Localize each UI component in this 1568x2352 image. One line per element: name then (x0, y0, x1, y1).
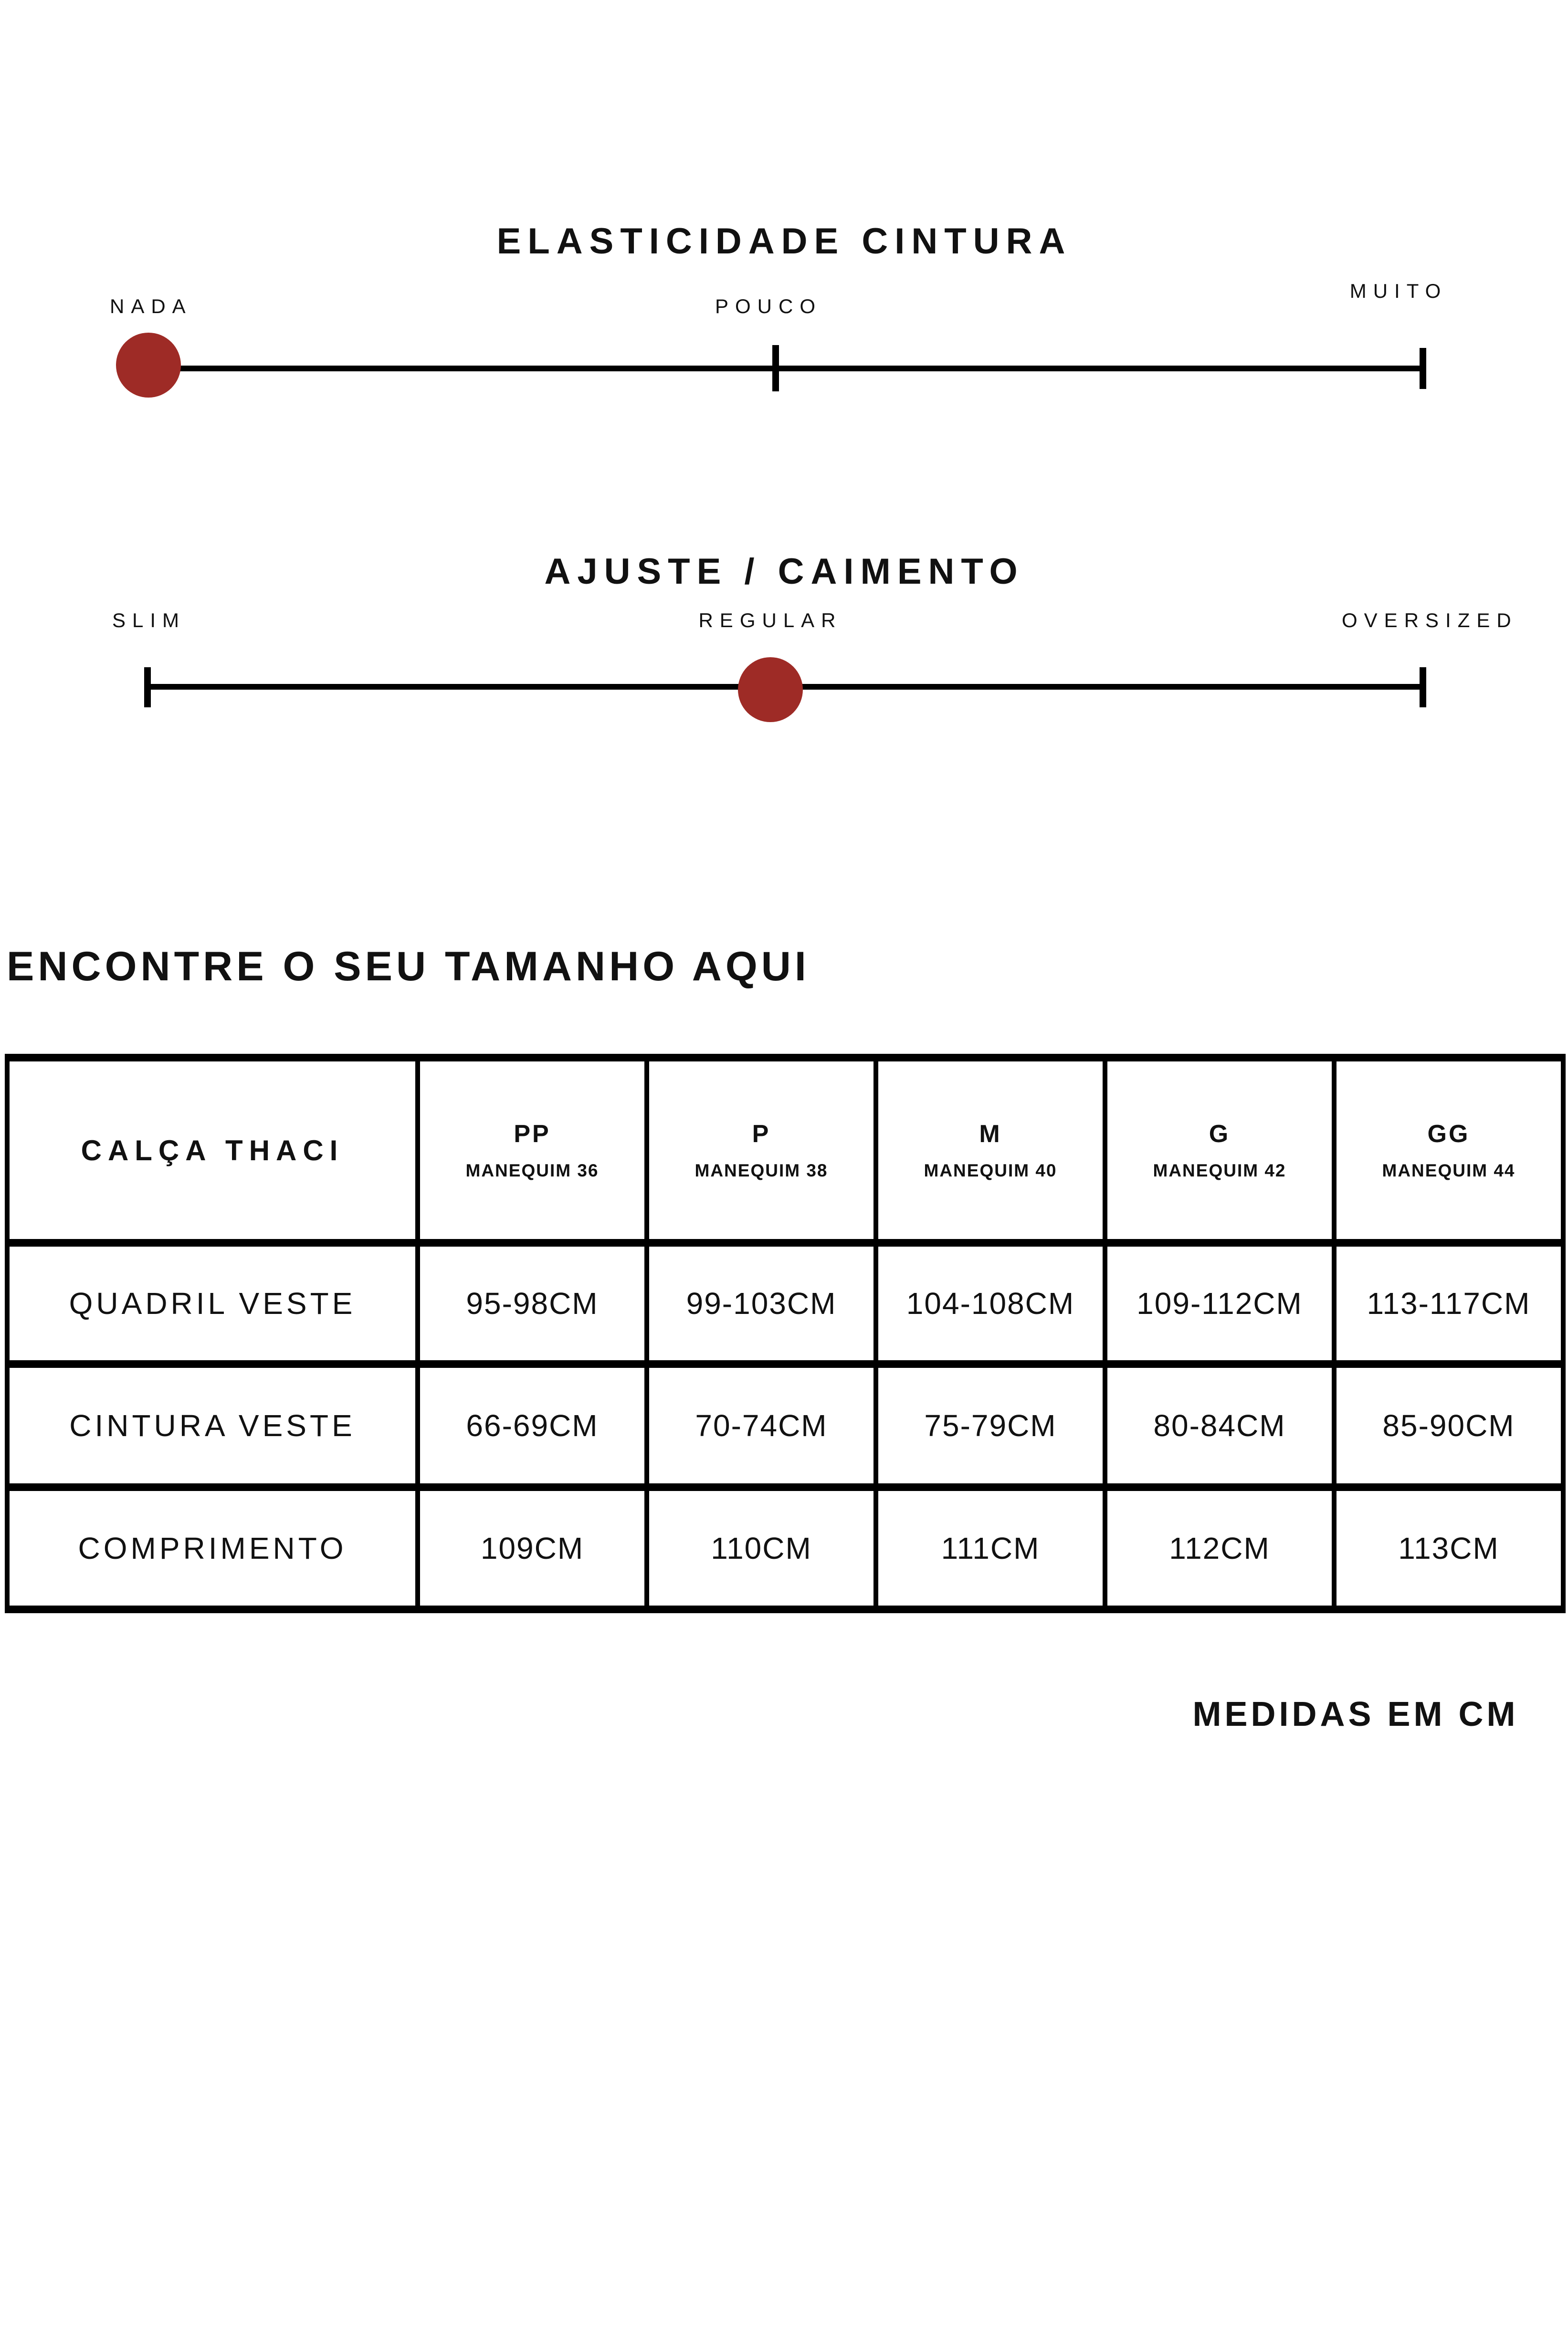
table-cell: 109CM (418, 1487, 647, 1609)
fit-label-oversized: OVERSIZED (1342, 609, 1518, 631)
size-name: GG (1427, 1120, 1470, 1148)
size-name: PP (514, 1120, 551, 1148)
product-label: CALÇA THACI (81, 1134, 344, 1166)
size-name: M (979, 1120, 1002, 1148)
elasticity-slider-end-tick (1420, 348, 1426, 389)
table-cell: 75-79CM (876, 1364, 1105, 1487)
elasticity-slider-middle-tick (772, 345, 779, 391)
table-cell: 104-108CM (876, 1243, 1105, 1364)
fit-slider-end-tick (1420, 667, 1426, 707)
table-cell: 113CM (1334, 1487, 1563, 1609)
elasticity-title: ELASTICIDADE CINTURA (496, 221, 1072, 262)
table-row-cintura (7, 1364, 1563, 1487)
table-product-cell (7, 1058, 418, 1243)
table-cell: 109-112CM (1105, 1243, 1334, 1364)
elasticity-slider-track (143, 366, 1426, 371)
table-row-comprimento (7, 1487, 1563, 1609)
fit-label-slim: SLIM (112, 609, 186, 631)
table-cell: 95-98CM (418, 1243, 647, 1364)
table-cell: 111CM (876, 1487, 1105, 1609)
table-cell: 80-84CM (1105, 1364, 1334, 1487)
elasticity-label-muito: MUITO (1349, 280, 1448, 302)
fit-slider-start-tick (144, 667, 151, 707)
size-manequim: MANEQUIM 40 (924, 1161, 1057, 1180)
table-col-m (876, 1058, 1105, 1243)
size-name: P (752, 1120, 771, 1148)
row-label-cell: QUADRIL VESTE (7, 1243, 418, 1364)
fit-label-regular: REGULAR (698, 609, 842, 631)
table-col-p (647, 1058, 876, 1243)
size-finder-heading: ENCONTRE O SEU TAMANHO AQUI (7, 944, 810, 989)
units-note: MEDIDAS EM CM (1192, 1695, 1519, 1733)
table-cell: 66-69CM (418, 1364, 647, 1487)
table-col-g (1105, 1058, 1334, 1243)
table-col-gg (1334, 1058, 1563, 1243)
elasticity-label-nada: NADA (110, 295, 192, 317)
row-label-cell: COMPRIMENTO (7, 1487, 418, 1609)
size-name: G (1209, 1120, 1231, 1148)
size-manequim: MANEQUIM 38 (695, 1161, 828, 1180)
fit-slider-handle-dot (738, 657, 803, 722)
size-manequim: MANEQUIM 44 (1382, 1161, 1515, 1180)
table-col-pp (418, 1058, 647, 1243)
size-table (5, 1054, 1566, 1613)
table-cell: 110CM (647, 1487, 876, 1609)
table-cell: 112CM (1105, 1487, 1334, 1609)
table-row-quadril (7, 1243, 1563, 1364)
table-cell: 70-74CM (647, 1364, 876, 1487)
size-manequim: MANEQUIM 36 (465, 1161, 599, 1180)
elasticity-slider-handle-dot (116, 333, 181, 398)
table-cell: 113-117CM (1334, 1243, 1563, 1364)
table-cell: 99-103CM (647, 1243, 876, 1364)
table-cell: 85-90CM (1334, 1364, 1563, 1487)
table-header-row (7, 1058, 1563, 1243)
row-label-cell: CINTURA VESTE (7, 1364, 418, 1487)
elasticity-label-pouco: POUCO (715, 295, 822, 317)
size-manequim: MANEQUIM 42 (1153, 1161, 1286, 1180)
fit-title: AJUSTE / CAIMENTO (544, 551, 1024, 592)
